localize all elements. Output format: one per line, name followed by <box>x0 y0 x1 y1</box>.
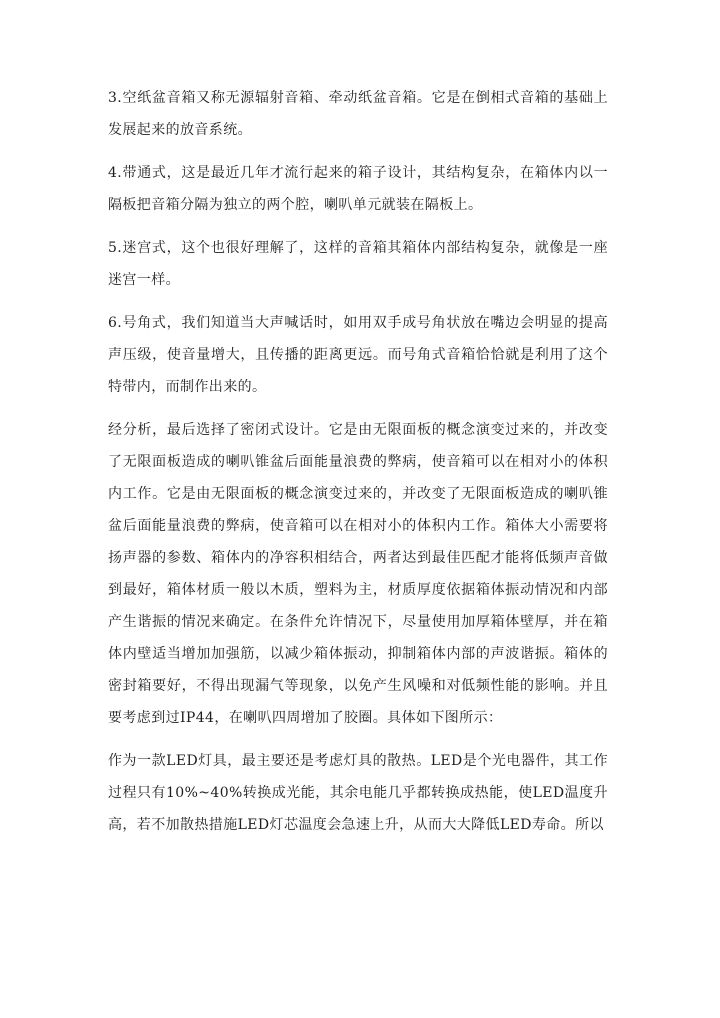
body-text <box>108 82 608 852</box>
paragraph-labyrinth: 5.迷宫式，这个也很好理解了，这样的音箱其箱体内部结构复杂，就像是一座迷宫一样。 <box>108 240 608 288</box>
paragraph-passive-radiator: 3.空纸盆音箱又称无源辐射音箱、牵动纸盆音箱。它是在倒相式音箱的基础上发展起来的放音系统。 <box>108 90 608 138</box>
paragraph-sealed-design: 经分析，最后选择了密闭式设计。它是由无限面板的概念演变过来的，并改变了无限面板造成的喇叭锥盆后面能量浪费的弊病，使音箱可以在相对小的体积内工作。它是由无限面板的概念演变过来的，并改变了无限面板造成的喇叭锥盆后面能量浪费的弊病，使音箱可以在相对小的体积内工作。箱体大小需要将扬声器的参数、箱体内的净容积相结合，两者达到最佳匹配才能将低频声音做到最好，箱体材质一般以木质，塑料为主，材质厚度依据箱体振动情况和内部产生谐振的情况来确定。在条件允许情况下，尽量使用加厚箱体壁厚，并在箱体内壁适当增加加强筋，以减少箱体振动，抑制箱体内部的声波谐振。箱体的密封箱要好，不得出现漏气等现象，以免产生风噪和对低频性能的影响。并且要考虑到过IP44，在喇叭四周增加了胶圈。具体如下图所示： <box>108 422 608 726</box>
paragraph-bandpass: 4.带通式，这是最近几年才流行起来的箱子设计，其结构复杂，在箱体内以一隔板把音箱分隔为独立的两个腔，喇叭单元就装在隔板上。 <box>108 165 608 213</box>
paragraph-horn: 6.号角式，我们知道当大声喊话时，如用双手成号角状放在嘴边会明显的提高声压级，使音量增大，且传播的距离更远。而号角式音箱恰恰就是利用了这个特带内，而制作出来的。 <box>108 315 608 395</box>
paragraph-led-cooling: 作为一款LED灯具，最主要还是考虑灯具的散热。LED是个光电器件，其工作过程只有10%~40%转换成光能，其余电能几乎都转换成热能，使LED温度升高，若不加散热措施LED灯芯温度会急速上升，从而大大降低LED寿命。所以 <box>108 753 608 833</box>
